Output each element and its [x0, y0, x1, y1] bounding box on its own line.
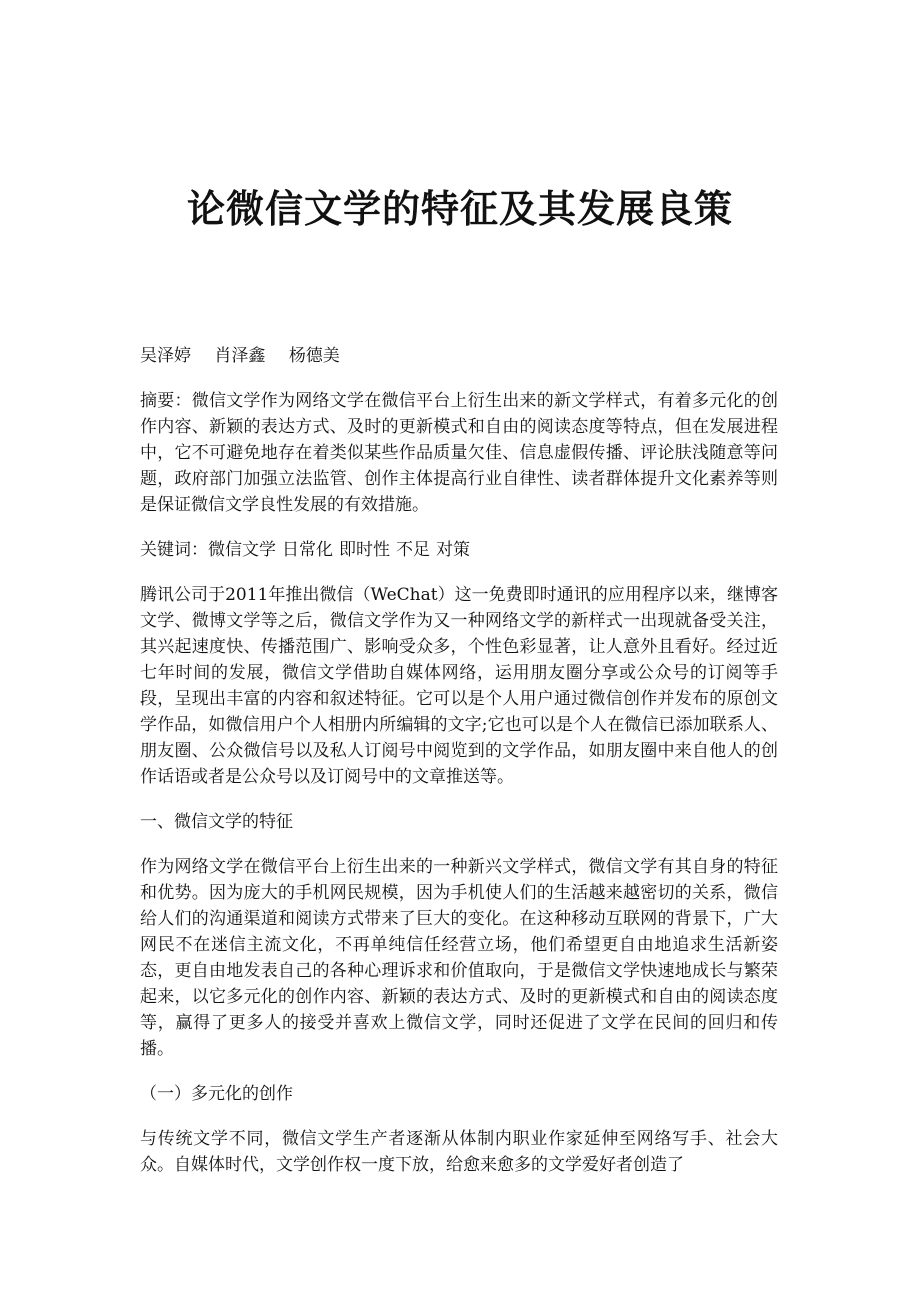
keyword: 对策 — [436, 540, 470, 560]
section-paragraph: 作为网络文学在微信平台上衍生出来的一种新兴文学样式，微信文学有其自身的特征和优势。因为庞大的手机网民规模，因为手机使人们的生活越来越密切的关系，微信给人们的沟通渠道和阅读方式带来了巨大的变化。在这种移动互联网的背景下，广大网民不在迷信主流文化，不再单纯信任经营立场，他们希望更自由地追求生活新姿态，更自由地发表自己的各种心理诉求和价值取向，于是微信文学快速地成长与繁荣起来，以它多元化的创作内容、新颖的表达方式、及时的更新模式和自由的阅读态度等，赢得了更多人的接受并喜欢上微信文学，同时还促进了文学在民间的回归和传播。 — [140, 857, 778, 1059]
subsection-heading: （一）多元化的创作 — [140, 1084, 293, 1104]
subsection-paragraph: 与传统文学不同，微信文学生产者逐渐从体制内职业作家延伸至网络写手、社会大众。自媒体时代，文学创作权一度下放，给愈来愈多的文学爱好者创造了 — [140, 1129, 778, 1175]
section-heading: 一、微信文学的特征 — [140, 812, 293, 832]
paper-title: 论微信文学的特征及其发展良策 — [186, 186, 733, 231]
keyword: 日常化 — [282, 540, 333, 560]
author-name: 杨德美 — [288, 346, 340, 366]
keyword: 微信文学 — [208, 540, 276, 560]
keywords-label: 关键词： — [140, 540, 208, 560]
paper-body — [140, 343, 778, 1197]
keyword: 不足 — [396, 540, 430, 560]
abstract-label: 摘要： — [140, 391, 192, 411]
author-name: 肖泽鑫 — [214, 346, 266, 366]
keywords — [140, 537, 778, 563]
intro-paragraph: 腾讯公司于2011年推出微信（WeChat）这一免费即时通讯的应用程序以来，继博客文学、微博文学等之后，微信文学作为又一种网络文学的新样式一出现就备受关注，其兴起速度快、传播范围广、影响受众多，个性色彩显著，让人意外且看好。经过近七年时间的发展，微信文学借助自媒体网络，运用朋友圈分享或公众号的订阅等手段，呈现出丰富的内容和叙述特征。它可以是个人用户通过微信创作并发布的原创文学作品，如微信用户个人相册内所编辑的文字;它也可以是个人在微信已添加联系人、朋友圈、公众微信号以及私人订阅号中阅览到的文学作品，如朋友圈中来自他人的创作话语或者是公众号以及订阅号中的文章推送等。 — [140, 585, 778, 787]
author-name: 吴泽婷 — [140, 346, 191, 366]
abstract-text: 微信文学作为网络文学在微信平台上衍生出来的新文学样式，有着多元化的创作内容、新颖的表达方式、及时的更新模式和自由的阅读态度等特点，但在发展进程中，它不可避免地存在着类似某些作品质量欠佳、信息虚假传播、评论肤浅随意等问题，政府部门加强立法监管、创作主体提高行业自律性、读者群体提升文化素养等则是保证微信文学良性发展的有效措施。 — [140, 391, 778, 515]
author-list — [140, 343, 778, 369]
abstract — [140, 388, 778, 518]
keyword: 即时性 — [339, 540, 390, 560]
